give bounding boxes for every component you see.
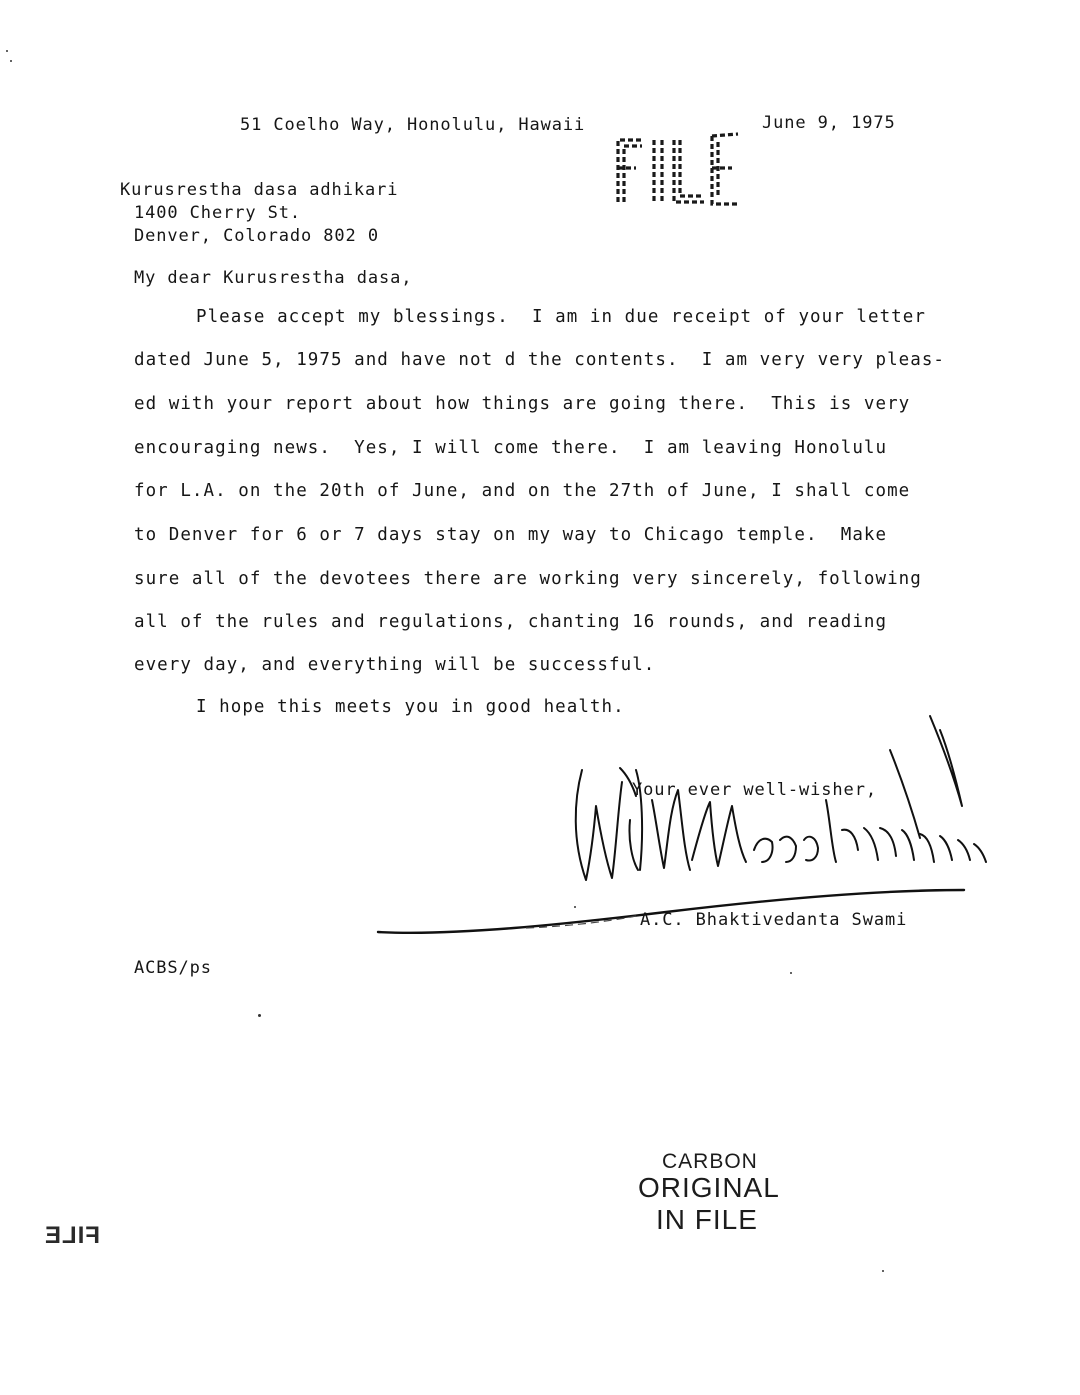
scan-speck <box>882 1270 884 1272</box>
corner-file-mark <box>44 1222 100 1250</box>
file-stamp <box>608 124 748 208</box>
body-line: every day, and everything will be successful. <box>134 655 656 675</box>
salutation: My dear Kurusrestha dasa, <box>134 268 413 288</box>
body-line: sure all of the devotees there are working very sincerely, following <box>134 569 922 589</box>
original-label: ORIGINAL <box>638 1172 780 1203</box>
scan-speck <box>574 906 576 908</box>
carbon-label: CARBON <box>662 1150 758 1173</box>
body-line: dated June 5, 1975 and have not d the contents. I am very very pleas- <box>134 350 946 370</box>
closing: Your ever well-wisher, <box>632 780 877 800</box>
body-line: encouraging news. Yes, I will come there. I am leaving Honolulu <box>134 438 888 458</box>
scan-speck <box>790 972 792 974</box>
recipient-name: Kurusrestha dasa adhikari <box>120 180 399 200</box>
body-line: for L.A. on the 20th of June, and on the 27th of June, I shall come <box>134 481 911 501</box>
in-file-label: IN FILE <box>656 1204 758 1235</box>
body-line: ed with your report about how things are going there. This is very <box>134 394 911 414</box>
letter-date: June 9, 1975 <box>762 113 896 133</box>
carbon-original-stamp <box>636 1150 796 1250</box>
corner-file-text: FILE <box>44 1222 100 1249</box>
body-line: Please accept my blessings. I am in due receipt of your letter <box>196 307 926 327</box>
recipient-street: 1400 Cherry St. <box>134 203 302 223</box>
recipient-city: Denver, Colorado 802 0 <box>134 226 379 246</box>
file-stamp-graphic <box>608 124 748 208</box>
body-line: to Denver for 6 or 7 days stay on my way to Chicago temple. Make <box>134 525 888 545</box>
sender-address: 51 Coelho Way, Honolulu, Hawaii <box>240 115 586 135</box>
file-stamp-text: FILE <box>608 124 611 125</box>
scan-speck <box>258 1014 261 1017</box>
scan-speck <box>10 60 12 62</box>
signature-name: A.C. Bhaktivedanta Swami <box>640 910 908 930</box>
scan-speck <box>6 50 8 52</box>
reference-initials: ACBS/ps <box>134 958 212 978</box>
body-line: I hope this meets you in good health. <box>196 697 625 717</box>
body-line: all of the rules and regulations, chanting 16 rounds, and reading <box>134 612 888 632</box>
